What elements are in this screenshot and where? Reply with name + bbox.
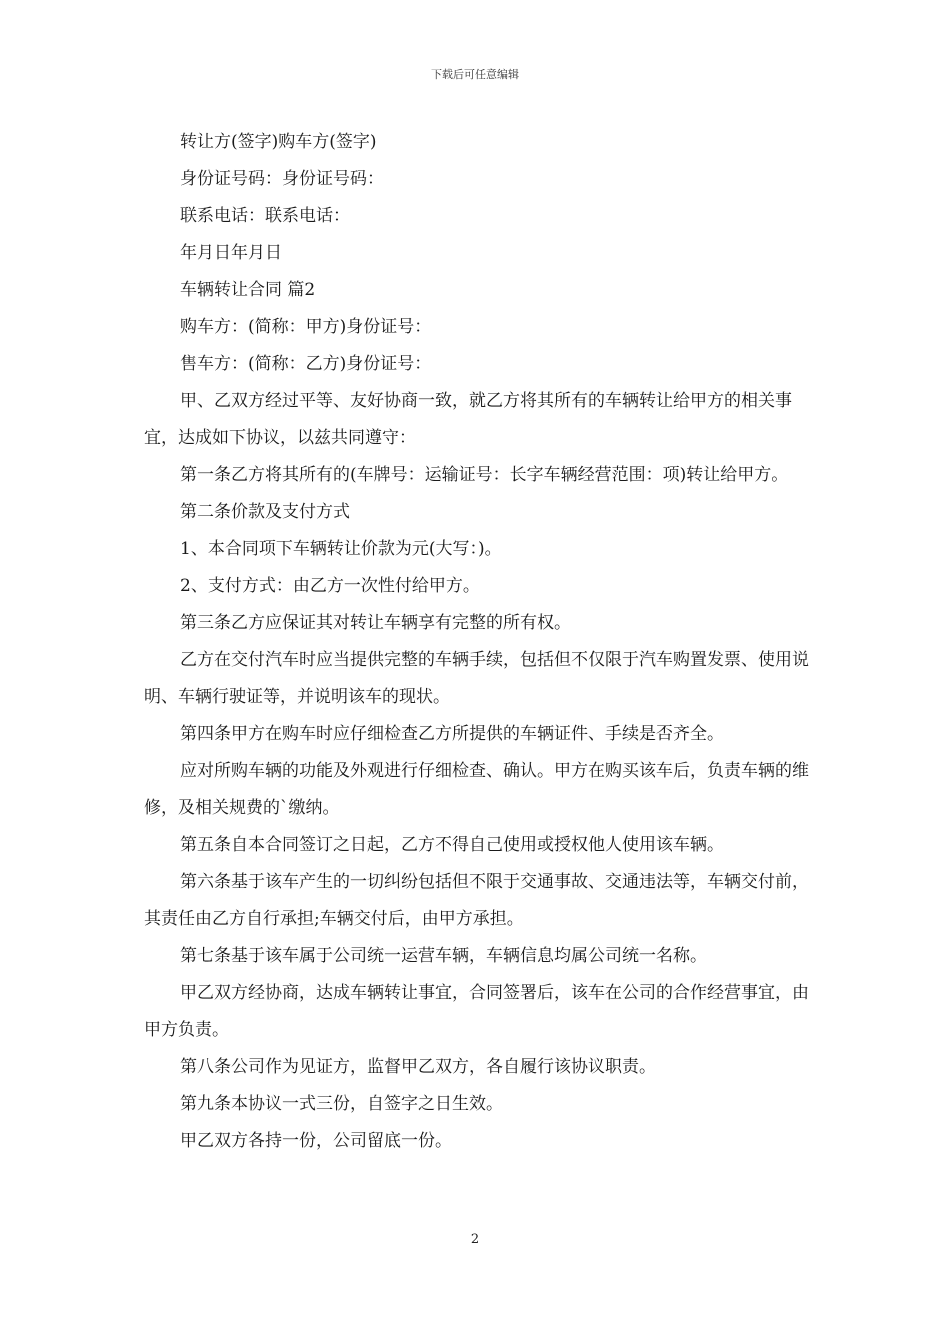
- paragraph: 1、本合同项下车辆转让价款为元(大写：)。: [180, 539, 502, 559]
- paragraph: 第五条自本合同签订之日起，乙方不得自己使用或授权他人使用该车辆。: [180, 835, 724, 855]
- paragraph: 第四条甲方在购车时应仔细检查乙方所提供的车辆证件、手续是否齐全。: [180, 724, 724, 744]
- paragraph: 年月日年月日: [180, 243, 282, 263]
- paragraph: 甲乙双方经协商，达成车辆转让事宜，合同签署后，该车在公司的合作经营事宜，由甲方负责。: [144, 983, 809, 1040]
- paragraph: 甲、乙双方经过平等、友好协商一致，就乙方将其所有的车辆转让给甲方的相关事宜，达成如下协议，以兹共同遵守：: [144, 391, 792, 448]
- paragraph: 第三条乙方应保证其对转让车辆享有完整的所有权。: [180, 613, 571, 633]
- page-number: 2: [470, 1232, 480, 1247]
- section-title: 车辆转让合同 篇2: [180, 280, 316, 300]
- paragraph: 联系电话：联系电话：: [180, 206, 350, 226]
- paragraph: 第一条乙方将其所有的(车牌号：运输证号：长字车辆经营范围：项)转让给甲方。: [180, 465, 789, 485]
- paragraph: 应对所购车辆的功能及外观进行仔细检查、确认。甲方在购买该车后，负责车辆的维修，及相关规费的`缴纳。: [144, 761, 809, 818]
- paragraph: 转让方(签字)购车方(签字): [180, 132, 377, 152]
- page-header-note: 下载后可任意编辑: [431, 68, 519, 81]
- paragraph: 乙方在交付汽车时应当提供完整的车辆手续，包括但不仅限于汽车购置发票、使用说明、车辆行驶证等，并说明该车的现状。: [144, 650, 809, 707]
- paragraph: 甲乙双方各持一份，公司留底一份。: [180, 1131, 452, 1151]
- paragraph: 第七条基于该车属于公司统一运营车辆，车辆信息均属公司统一名称。: [180, 946, 707, 966]
- document-body: [144, 124, 809, 1160]
- paragraph: 售车方：(简称：乙方)身份证号：: [180, 354, 432, 374]
- paragraph: 第六条基于该车产生的一切纠纷包括但不限于交通事故、交通违法等，车辆交付前，其责任由乙方自行承担;车辆交付后，由甲方承担。: [144, 872, 809, 929]
- paragraph: 第二条价款及支付方式: [180, 502, 350, 522]
- paragraph: 第九条本协议一式三份，自签字之日生效。: [180, 1094, 503, 1114]
- paragraph: 身份证号码：身份证号码：: [180, 169, 384, 189]
- paragraph: 第八条公司作为见证方，监督甲乙双方，各自履行该协议职责。: [180, 1057, 656, 1077]
- paragraph: 2、支付方式：由乙方一次性付给甲方。: [180, 576, 480, 596]
- paragraph: 购车方：(简称：甲方)身份证号：: [180, 317, 432, 337]
